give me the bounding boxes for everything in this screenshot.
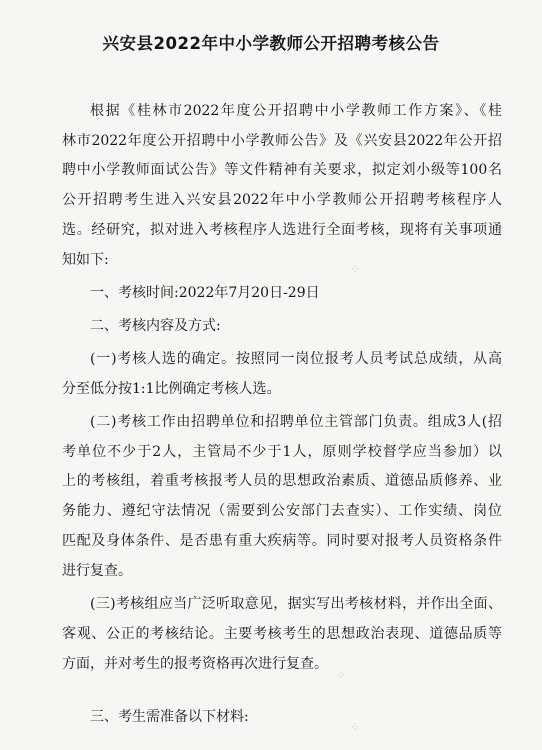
item-3-line-3: 方面，并对考生的报考资格再次进行复查。 <box>62 656 328 672</box>
paragraph-line-4: 公开招聘考生进入兴安县2022年中小学教师公开招聘考核程序人 <box>62 192 502 208</box>
paragraph-line-2: 林市2022年度公开招聘中小学教师公告》及《兴安县2022年公开招 <box>62 133 502 149</box>
item-2-line-5: 匹配及身体条件、是否患有重大疾病等。同时要对报考人员资格条件 <box>62 533 502 549</box>
scan-smudge: ⁘ <box>350 262 361 276</box>
item-3-line-1: (三)考核组应当广泛听取意见，据实写出考核材料，并作出全面、 <box>90 596 502 612</box>
item-1-line-1: (一)考核人选的确定。按照同一岗位报考人员考试总成绩，从高 <box>90 351 502 367</box>
section-3-heading: 三、考生需准备以下材料: <box>90 709 249 725</box>
item-2-line-6: 进行复查。 <box>62 563 132 579</box>
document-title: 兴安县2022年中小学教师公开招聘考核公告 <box>102 34 440 53</box>
section-1-heading: 一、考核时间:2022年7月20日-29日 <box>90 285 320 301</box>
item-3-line-2: 客观、公正的考核结论。主要考核考生的思想政治表现、道德品质等 <box>62 626 502 642</box>
item-2-line-3: 上的考核组，着重考核报考人员的思想政治素质、道德品质修养、业 <box>62 473 502 489</box>
item-2-line-4: 务能力、遵纪守法情况（需要到公安部门去查实）、工作实绩、岗位 <box>62 503 502 519</box>
item-2-line-2: 考单位不少于2人，主管局不少于1人，原则学校督学应当参加）以 <box>62 444 502 460</box>
scan-smudge: ⁘ <box>336 668 347 682</box>
paragraph-line-6: 知如下: <box>62 252 109 268</box>
item-2-line-1: (二)考核工作由招聘单位和招聘单位主管部门负责。组成3人(招 <box>90 414 502 430</box>
section-2-heading: 二、考核内容及方式: <box>90 318 221 334</box>
item-1-line-2: 分至低分按1:1比例确定考核人选。 <box>62 381 281 397</box>
paragraph-line-5: 选。经研究，拟对进入考核程序人选进行全面考核，现将有关事项通 <box>62 222 502 238</box>
paragraph-line-1: 根据《桂林市2022年度公开招聘中小学教师工作方案》、《桂 <box>90 103 502 119</box>
scan-smudge: ⁘ <box>350 720 361 734</box>
paragraph-line-3: 聘中小学教师面试公告》等文件精神有关要求，拟定刘小级等100名 <box>62 162 502 178</box>
